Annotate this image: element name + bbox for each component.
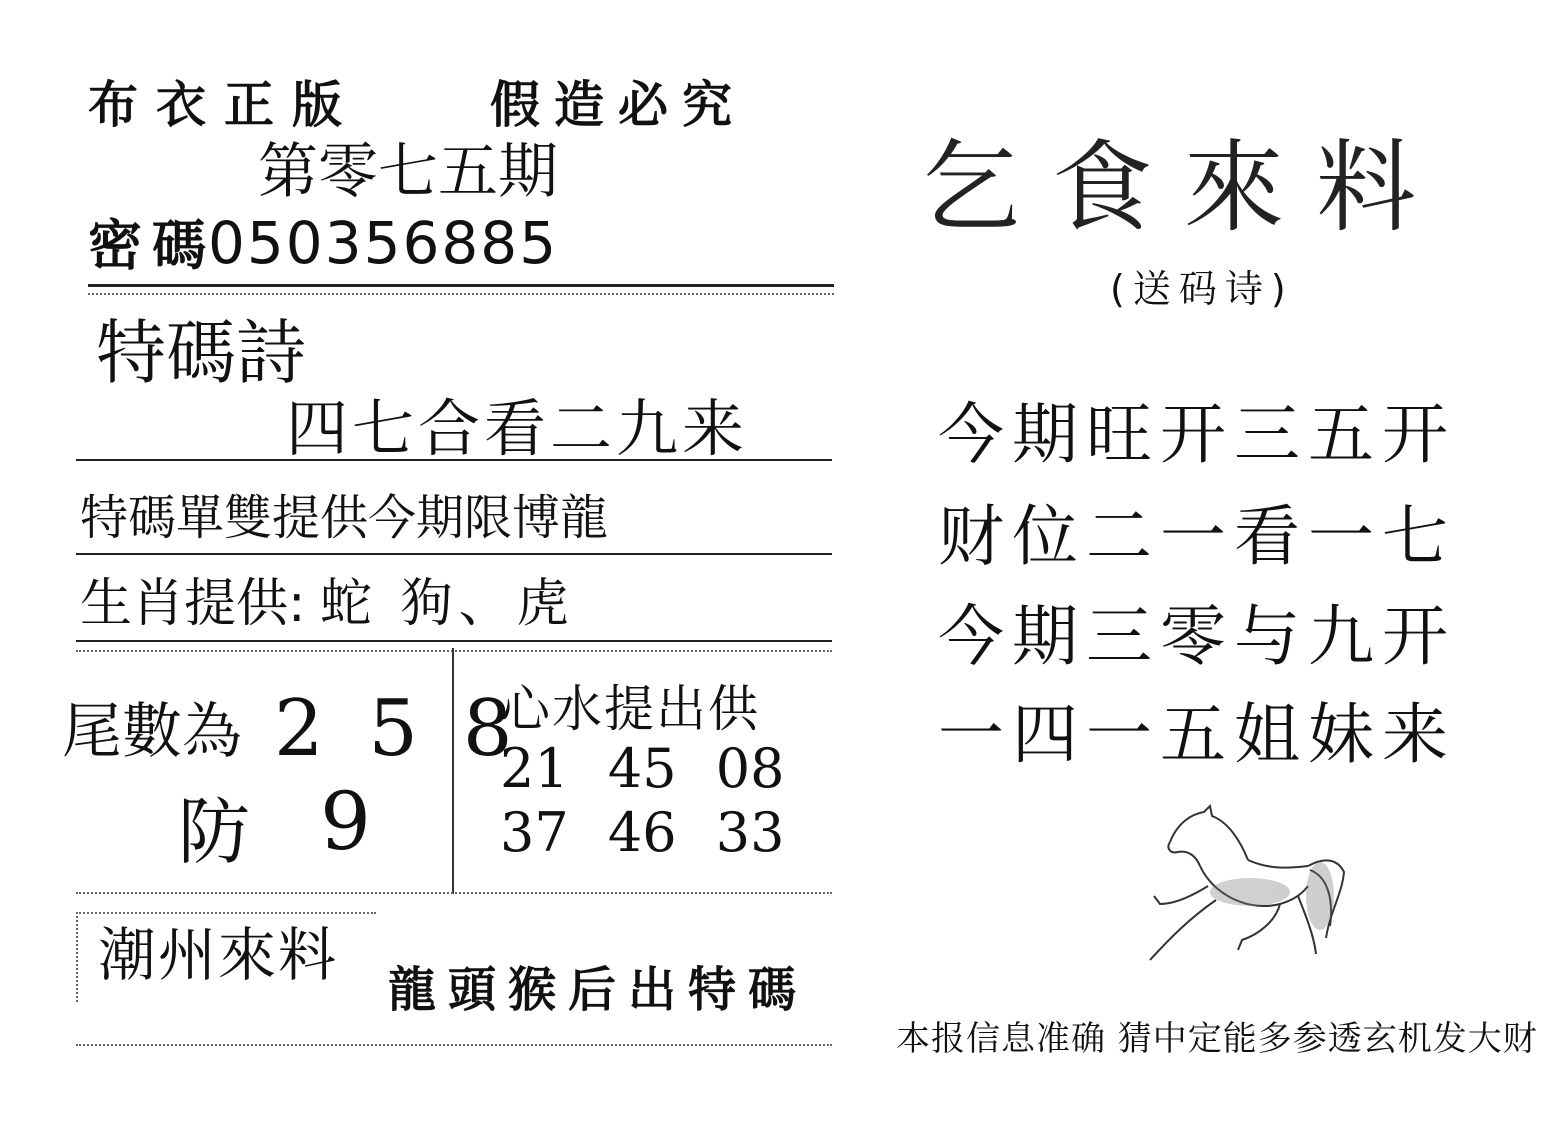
guard-label: 防	[178, 790, 251, 874]
chaozhou-top-line	[76, 912, 376, 914]
heart-row-1: 21 45 08	[500, 737, 785, 800]
poem-line: 四七合看二九来	[286, 392, 749, 465]
header-right-text: 假造必究	[490, 75, 746, 134]
tail-values: 2 5 8	[274, 684, 523, 774]
bottom-divider	[76, 1044, 832, 1046]
poem-divider	[76, 459, 832, 461]
chaozhou-label: 潮州來料	[98, 921, 339, 989]
zodiac-values: 蛇 狗、虎	[320, 574, 575, 634]
odd-even-line: 特碼單雙提供今期限博龍	[80, 490, 609, 546]
poem-title: 特碼詩	[96, 312, 306, 394]
tail-label: 尾數為	[62, 697, 242, 767]
horse-illustration	[1130, 800, 1350, 970]
header-divider-dotted	[88, 293, 834, 295]
zodiac-label: 生肖提供:	[80, 574, 306, 634]
right-poem-line-3: 今期三零与九开	[938, 598, 1456, 675]
footer-slogan: 本报信息准确 猜中定能多参透玄机发大财	[896, 1019, 1538, 1059]
heart-title: 心水提出供	[500, 680, 760, 738]
guard-value: 9	[320, 775, 371, 868]
chaozhou-left-line	[76, 912, 78, 1002]
heart-row-2: 37 46 33	[500, 801, 785, 864]
odd-even-divider	[76, 553, 832, 555]
issue-number: 第零七五期	[258, 137, 558, 207]
zodiac-divider	[76, 640, 832, 642]
password-value: 050356885	[208, 209, 559, 277]
header-left-text: 布衣正版	[88, 75, 360, 134]
right-poem-line-4: 一四一五姐妹来	[938, 696, 1456, 773]
right-subtitle: (送码诗)	[1110, 267, 1294, 311]
dragon-line: 龍頭猴后出特碼	[388, 962, 809, 1018]
zodiac-divider-dotted	[76, 650, 832, 652]
password-label: 密碼	[88, 213, 216, 277]
right-title: 乞食來料	[920, 129, 1448, 246]
header-divider	[88, 284, 834, 287]
number-box-divider-bottom	[76, 892, 832, 894]
right-poem-line-1: 今期旺开三五开	[938, 396, 1456, 473]
right-poem-line-2: 财位二一看一七	[938, 498, 1456, 575]
